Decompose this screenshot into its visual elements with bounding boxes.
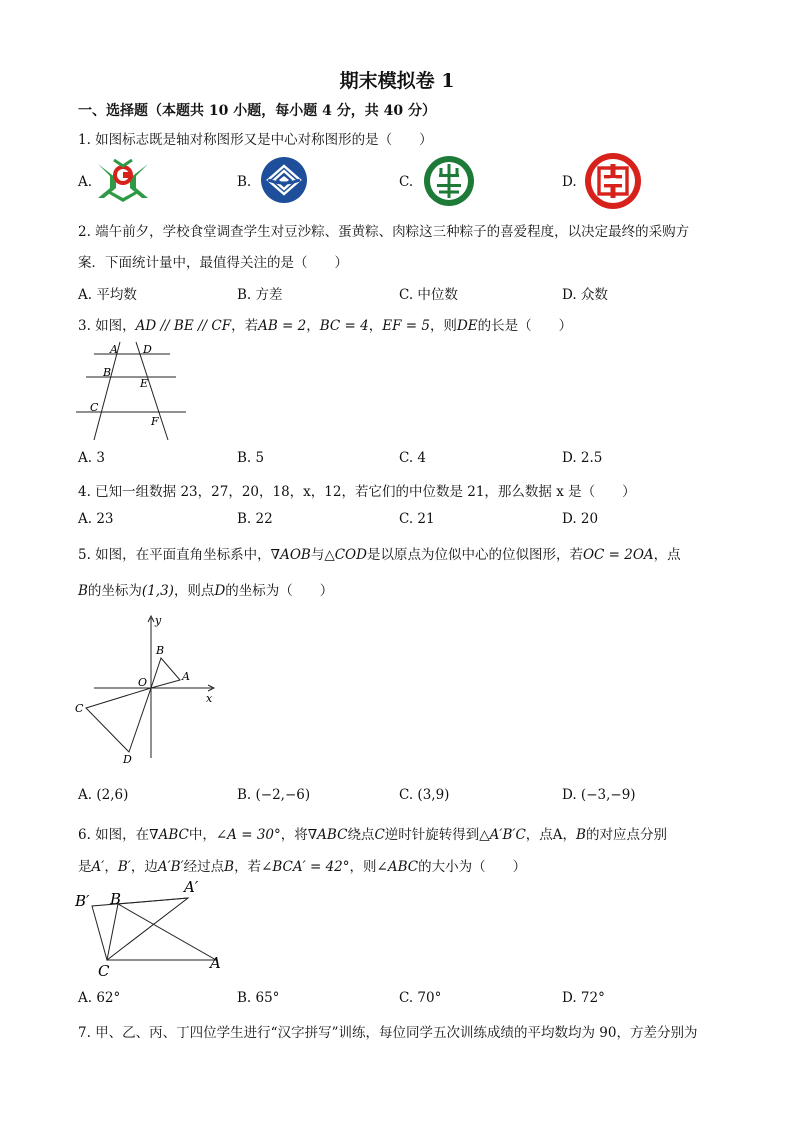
q6-option-b[interactable]: B. 65° — [237, 990, 280, 1006]
q6-math-ab-prime: A′B′ — [157, 859, 184, 875]
q6-line1-prefix: 6. 如图，在 — [78, 827, 150, 843]
q1-option-d[interactable]: D. — [562, 174, 577, 190]
q6-option-c[interactable]: C. 70° — [399, 990, 442, 1006]
q3-math-de: DE — [456, 318, 478, 334]
q6-math-abc2: ∇ABC — [307, 827, 348, 843]
q2-stem-line2: 案．下面统计量中，最值得关注的是（ ） — [78, 255, 348, 271]
q3-math-ab: AB = 2 — [258, 318, 307, 334]
q2-option-d[interactable]: D. 众数 — [562, 287, 608, 303]
q5-option-b[interactable]: B. (−2,−6) — [237, 787, 311, 803]
q6-option-d[interactable]: D. 72° — [562, 990, 605, 1006]
q4-option-b[interactable]: B. 22 — [237, 511, 273, 527]
q5-math-oc: OC = 2OA — [582, 547, 654, 563]
q3-option-d[interactable]: D. 2.5 — [562, 450, 603, 466]
q6-math-b: B — [576, 827, 586, 843]
q1-option-c[interactable]: C. — [399, 174, 414, 190]
q3-option-a[interactable]: A. 3 — [78, 450, 105, 466]
q6-line2-suffix: 的大小为（ ） — [418, 859, 527, 875]
q6-option-a[interactable]: A. 62° — [78, 990, 121, 1006]
q2-option-b[interactable]: B. 方差 — [237, 287, 283, 303]
q5-stem-line1 — [78, 543, 681, 563]
q6-label-a-prime: A′ — [184, 878, 199, 896]
q6-label-b: B — [110, 890, 122, 908]
q5-math-b: B — [78, 583, 88, 599]
q6-line2-text2: ，边 — [130, 859, 158, 875]
q6-line1-text1: 中， — [188, 827, 216, 843]
page-title: 期末模拟卷 1 — [339, 70, 455, 92]
q5-line1-mid: 与 — [310, 547, 325, 563]
q3-stem-mid1: ，若 — [231, 318, 259, 334]
q5-option-c[interactable]: C. (3,9) — [399, 787, 450, 803]
q6-stem-line1 — [78, 823, 667, 843]
q5-coordinate-figure — [72, 612, 222, 764]
q5-option-a[interactable]: A. (2,6) — [78, 787, 129, 803]
q4-stem: 4. 已知一组数据 23，27，20，18，x，12，若它们的中位数是 21，那么数据 x 是（ ） — [78, 484, 636, 500]
section-heading: 一、选择题（本题共 10 小题，每小题 4 分，共 40 分） — [78, 103, 436, 119]
q4-option-a[interactable]: A. 23 — [78, 511, 114, 527]
q5-line2-text2: ，则点 — [173, 583, 215, 599]
q6-line1-text5: ，点A， — [525, 827, 577, 843]
q4-option-c[interactable]: C. 21 — [399, 511, 435, 527]
q6-line1-text3: 绕点 — [347, 827, 375, 843]
q1-option-b[interactable]: B. — [237, 174, 252, 190]
q2-option-a[interactable]: A. 平均数 — [78, 287, 137, 303]
q1-stem: 1. 如图标志既是轴对称图形又是中心对称图形的是（ ） — [78, 132, 433, 148]
q5-line1-text2: 是以原点为位似中心的位似图形，若 — [366, 547, 583, 563]
q6-math-c: C — [374, 827, 385, 843]
q5-math-coord: (1,3) — [141, 583, 174, 599]
q6-math-abc1: ∇ABC — [149, 827, 189, 843]
q6-line2-text1: ， — [104, 859, 118, 875]
q6-math-angle-bca: ∠BCA′ = 42° — [261, 859, 350, 875]
q3-stem-suffix: 的长是（ ） — [477, 318, 573, 334]
q5-line1-suffix: ，点 — [653, 547, 681, 563]
q5-math-d: D — [214, 583, 226, 599]
q3-label-c: C — [90, 401, 99, 414]
q3-label-e: E — [140, 377, 149, 390]
q6-math-a-prime: A′ — [91, 859, 105, 875]
q5-label-o: O — [138, 676, 148, 689]
q3-stem-sep1: ， — [306, 318, 320, 334]
q3-stem-prefix: 3. 如图， — [78, 318, 136, 334]
q3-stem-sep2: ， — [368, 318, 383, 334]
q5-line2-suffix: 的坐标为（ ） — [225, 583, 334, 599]
q5-stem-line2 — [78, 579, 333, 599]
q6-math-angle-a: ∠A = 30° — [215, 827, 281, 843]
q5-option-d[interactable]: D. (−3,−9) — [562, 787, 636, 803]
q5-label-x: x — [206, 692, 213, 705]
q6-label-a: A — [210, 954, 221, 972]
q3-label-a: A — [110, 343, 118, 356]
q4-option-d[interactable]: D. 20 — [562, 511, 599, 527]
icbc-logo-icon — [583, 152, 643, 210]
q5-label-b: B — [156, 644, 165, 657]
q6-stem-line2 — [78, 855, 526, 875]
china-mobile-logo-icon — [258, 156, 310, 204]
q6-line1-suffix: 的对应点分别 — [585, 827, 667, 843]
q5-label-c: C — [75, 702, 84, 715]
q6-math-b-prime: B′ — [117, 859, 131, 875]
q6-math-abc-prime: △A′B′C — [479, 827, 526, 843]
green-bank-logo-icon — [94, 158, 152, 204]
q6-line2-text5: ，则 — [349, 859, 377, 875]
q3-option-c[interactable]: C. 4 — [399, 450, 427, 466]
q3-stem — [78, 314, 572, 334]
q5-math-cod: △COD — [324, 547, 367, 563]
q5-line2-text1: 的坐标为 — [87, 583, 142, 599]
q3-option-b[interactable]: B. 5 — [237, 450, 265, 466]
q6-label-b-prime: B′ — [75, 892, 90, 910]
agricultural-bank-logo-icon — [421, 154, 477, 208]
q6-line1-text4: 逆时针旋转得到 — [384, 827, 480, 843]
q2-option-c[interactable]: C. 中位数 — [399, 287, 458, 303]
q3-math-ef: EF = 5 — [382, 318, 430, 334]
q3-parallel-lines-figure — [74, 340, 190, 444]
q6-rotation-figure — [74, 876, 234, 980]
q5-math-aob: ∇AOB — [270, 547, 311, 563]
q2-stem-line1: 2. 端午前夕，学校食堂调查学生对豆沙粽、蛋黄粽、肉粽这三种粽子的喜爱程度，以决定最终的采购方 — [78, 224, 690, 240]
q6-line2-prefix: 是 — [78, 859, 92, 875]
q3-label-f: F — [151, 415, 159, 428]
q5-label-a: A — [182, 670, 190, 683]
q6-label-c: C — [98, 962, 110, 980]
q7-stem-line1: 7. 甲、乙、丙、丁四位学生进行“汉字拼写”训练，每位同学五次训练成绩的平均数均为 90，方差分别为 — [78, 1025, 698, 1041]
q6-line1-text2: ，将 — [280, 827, 308, 843]
q1-option-a[interactable]: A. — [78, 174, 93, 190]
q5-label-d: D — [123, 753, 132, 764]
q3-math-parallel: AD // BE // CF — [135, 318, 232, 334]
q6-math-angle-abc: ∠ABC — [376, 859, 419, 875]
q5-label-y: y — [155, 614, 162, 627]
q3-math-bc: BC = 4 — [319, 318, 369, 334]
q6-line2-text3: 经过点 — [183, 859, 225, 875]
q3-label-d: D — [143, 343, 152, 356]
q6-line2-text4: ，若 — [234, 859, 262, 875]
q3-stem-mid2: ，则 — [429, 318, 457, 334]
q3-label-b: B — [103, 366, 112, 379]
q5-line1-prefix: 5. 如图，在平面直角坐标系中， — [78, 547, 271, 563]
q6-math-point-b: B — [224, 859, 235, 875]
